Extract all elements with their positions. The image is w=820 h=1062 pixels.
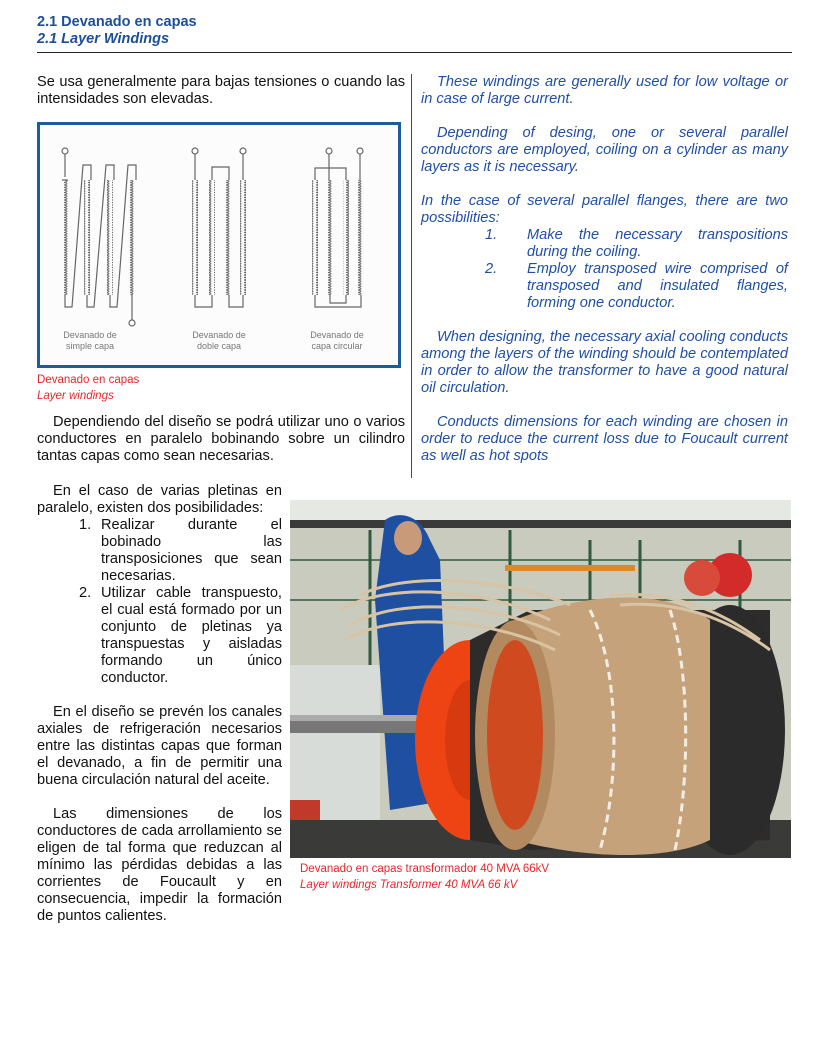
dimensions-paragraph-es: Las dimensiones de los conductores de cada arrollamiento se eligen de tal forma que reduzcan al mínimo las pérdidas debidas a las corrientes de Foucault y en consecuencia, impedir la formación de puntos calientes.: [37, 806, 282, 924]
left-narrow-column: [37, 483, 282, 925]
intro-text: Se usa generalmente para bajas tensiones o cuando las intensidades son elevadas.: [37, 74, 405, 107]
diagram-caption-en: Layer windings: [37, 390, 114, 402]
left-intro-paragraph: [37, 74, 405, 108]
cooling-paragraph-en: When designing, the necessary axial cooling conducts among the layers of the winding should be contemplated in order to allow the transformer to have a good natural oil circulation.: [421, 329, 788, 396]
transformer-winding-photo: [290, 500, 791, 858]
list-item-2-en: 2. Employ transposed wire comprised of transposed and insulated flanges, forming one conductor.: [485, 261, 788, 311]
list-item-1-en: 1. Make the necessary transpositions during the coiling.: [485, 227, 788, 260]
cooling-paragraph-es: En el diseño se prevén los canales axiales de refrigeración necesarios entre las distintas capas que forman el devanado, a fin de permitir una buena circulación natural del aceite.: [37, 704, 282, 788]
diagram-caption-es: Devanado en capas: [37, 374, 140, 386]
photo-caption-es: Devanado en capas transformador 40 MVA 66kV: [300, 863, 550, 875]
possibilities-intro: En el caso de varias pletinas en paralelo, existen dos posibilidades:: [37, 483, 282, 516]
diagram-label-circular: Devanado de capa circular: [310, 330, 364, 351]
section-title-en: 2.1 Layer Windings: [37, 31, 170, 47]
list-item-2-es: 2. Utilizar cable transpuesto, el cual está formado por un conjunto de pletinas ya transpuestas y aisladas formando un único conductor.: [79, 585, 282, 686]
intro-text-en: These windings are generally used for low voltage or in case of large current.: [421, 74, 788, 107]
winding-schematic-icon: [40, 125, 398, 365]
diagram-caption: [37, 372, 139, 404]
list-item-1-es: 1. Realizar durante el bobinado las transposiciones que sean necesarias.: [79, 517, 282, 584]
layer-windings-diagram: [37, 122, 401, 368]
column-divider: [411, 74, 412, 478]
transformer-photo-icon: [290, 500, 791, 858]
dimensions-paragraph-en: Conducts dimensions for each winding are chosen in order to reduce the current loss due to Foucault current as well as hot spots: [421, 414, 788, 464]
header-rule: [37, 52, 792, 53]
right-column: [421, 74, 788, 465]
left-paragraph-2: Dependiendo del diseño se podrá utilizar uno o varios conductores en paralelo bobinando sobre un cilindro tantas capas como sean necesarias.: [37, 414, 405, 464]
diagram-label-double: Devanado de doble capa: [192, 330, 246, 351]
photo-caption-en: Layer windings Transformer 40 MVA 66 kV: [300, 879, 518, 891]
photo-caption: [300, 861, 549, 893]
section-title-es: 2.1 Devanado en capas: [37, 14, 197, 30]
diagram-label-simple: Devanado de simple capa: [63, 330, 117, 351]
possibilities-intro-en: In the case of several parallel flanges, there are two possibilities:: [421, 193, 788, 226]
design-paragraph-en: Depending of desing, one or several parallel conductors are employed, coiling on a cylinder as many layers as it is necessary.: [421, 125, 788, 175]
